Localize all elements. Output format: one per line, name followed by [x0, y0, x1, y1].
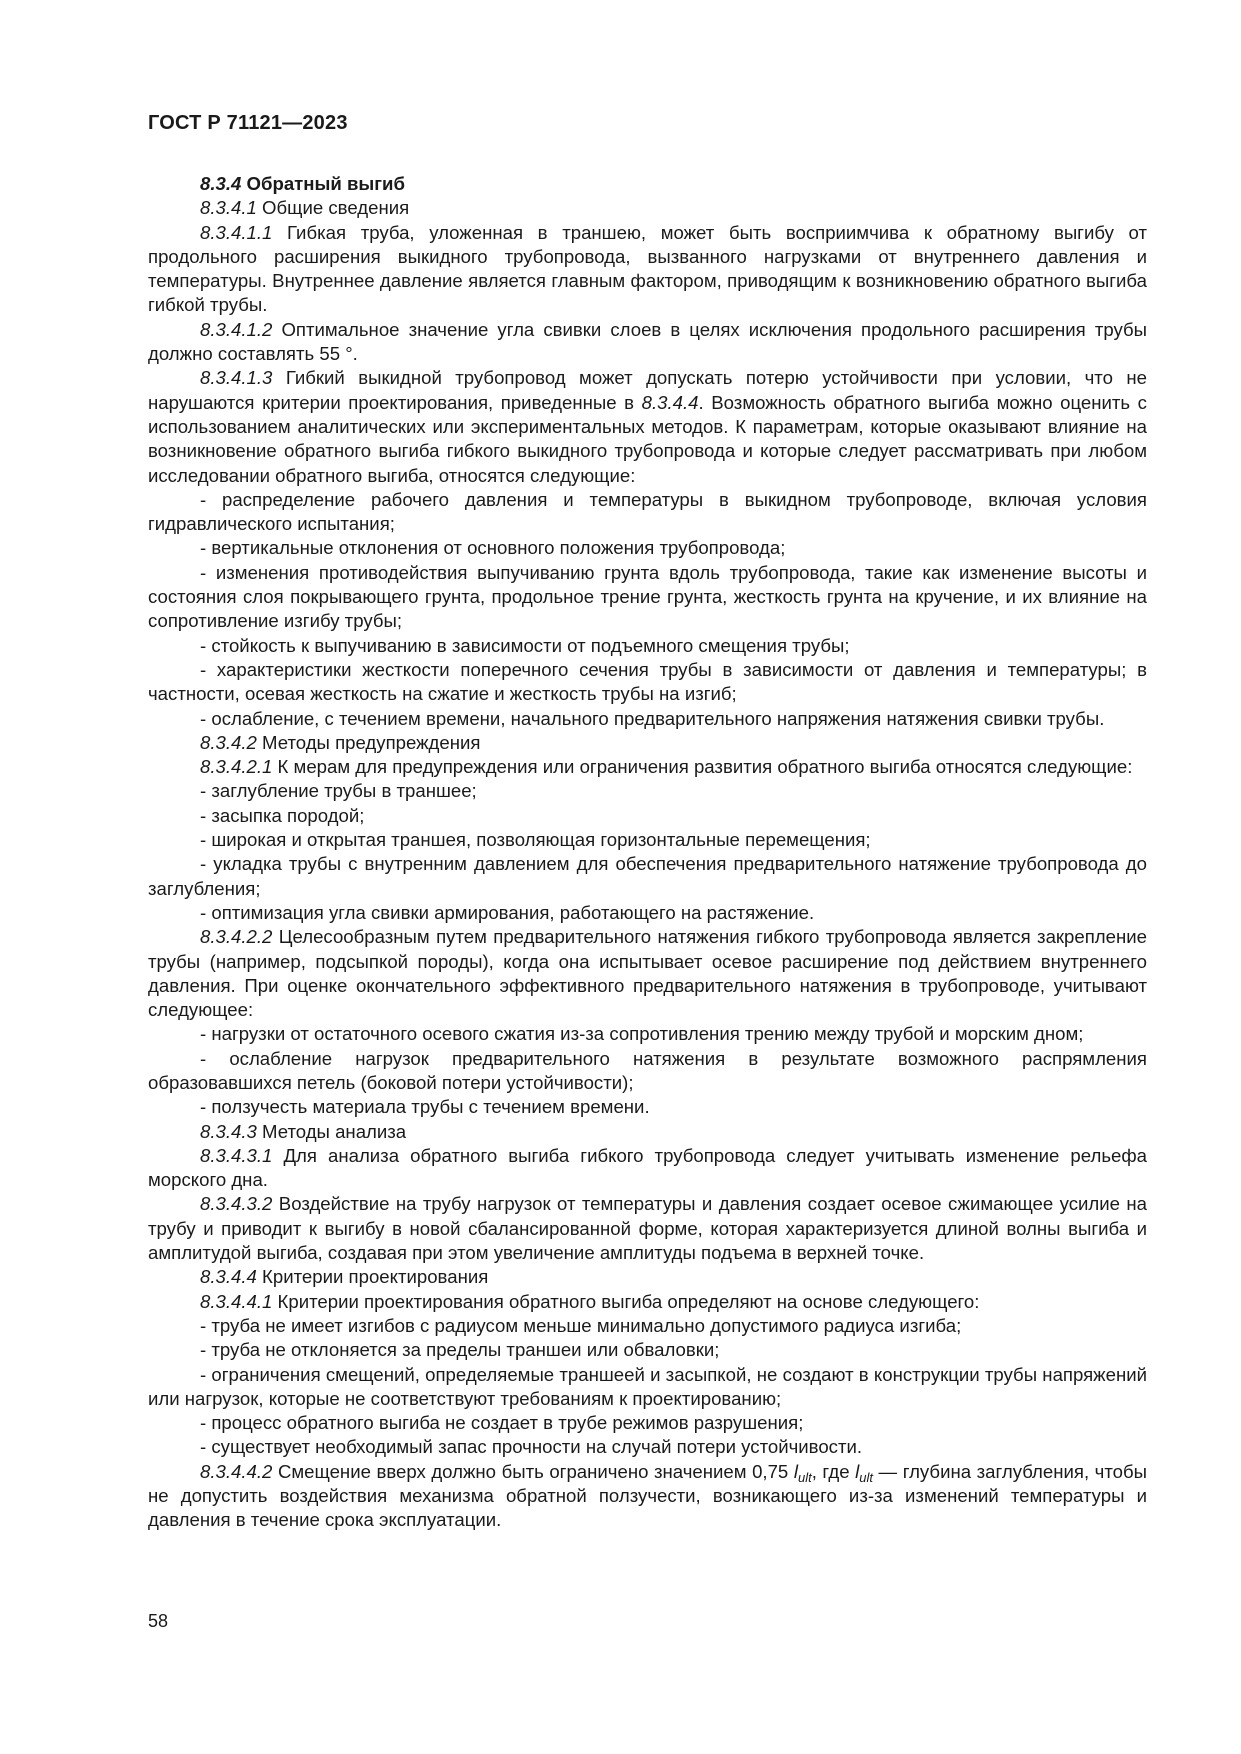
paragraph-text: — глубина заглубления, чтобы не допустить воздействия механизма обратной ползучести, возникающего из-за изменений температуры и давления в течение срока эксплуатации. — [148, 1460, 1148, 1531]
formula-subscript: ult — [859, 1469, 873, 1485]
clause-number: 8.3.4.2.1 — [200, 756, 273, 778]
clause-number: 8.3.4.3.2 — [200, 1193, 273, 1215]
clause-number: 8.3.4.4 — [200, 1266, 257, 1288]
list-item: - существует необходимый запас прочности на случай потери устойчивости. — [200, 1436, 863, 1458]
list-item: - изменения противодействия выпучиванию грунта вдоль трубопровода, такие как изменение высоты и состояния слоя покрывающего грунта, продольное трение грунта, жесткость грунта на кручение, и их влияние на сопротивление изгибу трубы; — [148, 561, 1147, 632]
clause-number: 8.3.4.1.2 — [200, 318, 273, 340]
list-item: - засыпка породой; — [200, 804, 365, 826]
paragraph — [148, 366, 1147, 487]
formula-variable: l — [855, 1460, 860, 1482]
paragraph — [148, 1192, 1147, 1265]
document-body — [148, 172, 1147, 1533]
list-item: - ослабление нагрузок предварительного натяжения в результате возможного распрямления образовавшихся петель (боковой потери устойчивости); — [148, 1047, 1147, 1093]
clause-number: 8.3.4.4.1 — [200, 1290, 273, 1312]
paragraph-text: Для анализа обратного выгиба гибкого трубопровода следует учитывать изменение рельефа морского дна. — [148, 1144, 1147, 1191]
clause-number: 8.3.4.1.1 — [200, 221, 273, 243]
subsection-heading — [148, 1120, 1147, 1144]
clause-number: 8.3.4.2.2 — [200, 926, 273, 948]
paragraph-text: Оптимальное значение угла свивки слоев в целях исключения продольного расширения трубы должно составлять 55 °. — [148, 318, 1147, 365]
clause-number: 8.3.4.3 — [200, 1120, 257, 1142]
paragraph — [148, 1460, 1147, 1533]
paragraph-text: Критерии проектирования обратного выгиба определяют на основе следующего: — [277, 1290, 980, 1312]
paragraph-text: Целесообразным путем предварительного натяжения гибкого трубопровода является закрепление трубы (например, подсыпкой породы), когда она испытывает осевое расширение под действием внутреннего давления. При оценке окончательного эффективного предварительного натяжения в трубопроводе, учитывают следующее: — [148, 926, 1147, 1021]
formula-subscript: ult — [797, 1469, 812, 1485]
paragraph — [148, 221, 1147, 318]
list-item: - стойкость к выпучиванию в зависимости от подъемного смещения трубы; — [200, 634, 850, 656]
clause-number: 8.3.4 — [200, 173, 242, 194]
subsection-title: Критерии проектирования — [262, 1266, 489, 1288]
paragraph — [148, 925, 1147, 1022]
standard-designation: ГОСТ Р 71121—2023 — [148, 112, 348, 134]
clause-number: 8.3.4.4.2 — [200, 1460, 273, 1482]
paragraph-text: Воздействие на трубу нагрузок от температуры и давления создает осевое сжимающее усилие на трубу и приводит к выгибу в новой сбалансированной форме, которая характеризуется длиной волны выгиба и амплитудой выгиба, создавая при этом увеличение амплитуды подъема в верхней точке. — [148, 1193, 1147, 1264]
list-item: - широкая и открытая траншея, позволяющая горизонтальные перемещения; — [200, 829, 871, 851]
subsection-title: Методы предупреждения — [262, 731, 481, 753]
document-header — [148, 112, 348, 135]
paragraph — [148, 1144, 1147, 1193]
list-item: - ослабление, с течением времени, начального предварительного напряжения натяжения свивки трубы. — [200, 707, 1105, 729]
subsection-title: Общие сведения — [262, 197, 410, 219]
paragraph — [148, 755, 1147, 779]
paragraph-text: К мерам для предупреждения или ограничения развития обратного выгиба относятся следующие: — [277, 756, 1133, 778]
clause-reference: 8.3.4.4 — [641, 391, 699, 413]
subsection-heading — [148, 1265, 1147, 1289]
list-item: - нагрузки от остаточного осевого сжатия из-за сопротивления трению между трубой и морским дном; — [200, 1023, 1084, 1045]
clause-number: 8.3.4.1 — [200, 197, 257, 219]
list-item: - ограничения смещений, определяемые траншеей и засыпкой, не создают в конструкции трубы напряжений или нагрузок, которые не соответствуют требованиям к проектированию; — [148, 1363, 1147, 1409]
paragraph — [148, 1290, 1147, 1314]
section-heading — [148, 172, 1147, 196]
list-item: - вертикальные отклонения от основного положения трубопровода; — [200, 537, 786, 559]
subsection-heading — [148, 196, 1147, 220]
list-item: - труба не имеет изгибов с радиусом меньше минимально допустимого радиуса изгиба; — [200, 1314, 962, 1336]
clause-number: 8.3.4.1.3 — [200, 367, 273, 389]
list-item: - труба не отклоняется за пределы траншеи или обваловки; — [200, 1339, 720, 1361]
list-item: - процесс обратного выгиба не создает в трубе режимов разрушения; — [200, 1412, 804, 1434]
list-item: - оптимизация угла свивки армирования, работающего на растяжение. — [200, 901, 815, 923]
paragraph-text: Смещение вверх должно быть ограничено значением 0,75 — [277, 1460, 789, 1482]
paragraph-text: Гибкий выкидной трубопровод может допускать потерю устойчивости при условии, что не нарушаются критерии проектирования, приведенные в — [148, 367, 1147, 413]
paragraph-text: . Возможность обратного выгиба можно оценить с использованием аналитических или экспериментальных методов. К параметрам, которые оказывают влияние на возникновение обратного выгиба гибкого выкидного трубопровода и которые следует рассматривать при любом исследовании обратного выгиба, относятся следующие: — [148, 391, 1147, 486]
list-item: - ползучесть материала трубы с течением времени. — [200, 1096, 650, 1118]
list-item: - характеристики жесткости поперечного сечения трубы в зависимости от давления и температуры; в частности, осевая жесткость на сжатие и жесткость трубы на изгиб; — [148, 658, 1147, 705]
page-number: 58 — [148, 1611, 169, 1631]
clause-number: 8.3.4.2 — [200, 731, 257, 753]
list-item: - укладка трубы с внутренним давлением для обеспечения предварительного натяжение трубопровода до заглубления; — [148, 853, 1147, 899]
paragraph-text: Гибкая труба, уложенная в траншею, может быть восприимчива к обратному выгибу от продольного расширения выкидного трубопровода, вызванного нагрузками от внутреннего давления и температуры. Внутреннее давление является главным фактором, приводящим к возникновению обратного выгиба гибкой трубы. — [148, 221, 1147, 316]
list-item: - заглубление трубы в траншее; — [200, 780, 477, 802]
clause-number: 8.3.4.3.1 — [200, 1144, 273, 1166]
section-title: Обратный выгиб — [246, 173, 405, 194]
formula-variable: l — [793, 1460, 798, 1482]
list-item: - распределение рабочего давления и температуры в выкидном трубопроводе, включая условия гидравлического испытания; — [148, 488, 1147, 535]
paragraph — [148, 318, 1147, 367]
paragraph-text: , где — [811, 1460, 850, 1482]
subsection-heading — [148, 731, 1147, 755]
subsection-title: Методы анализа — [262, 1120, 407, 1142]
